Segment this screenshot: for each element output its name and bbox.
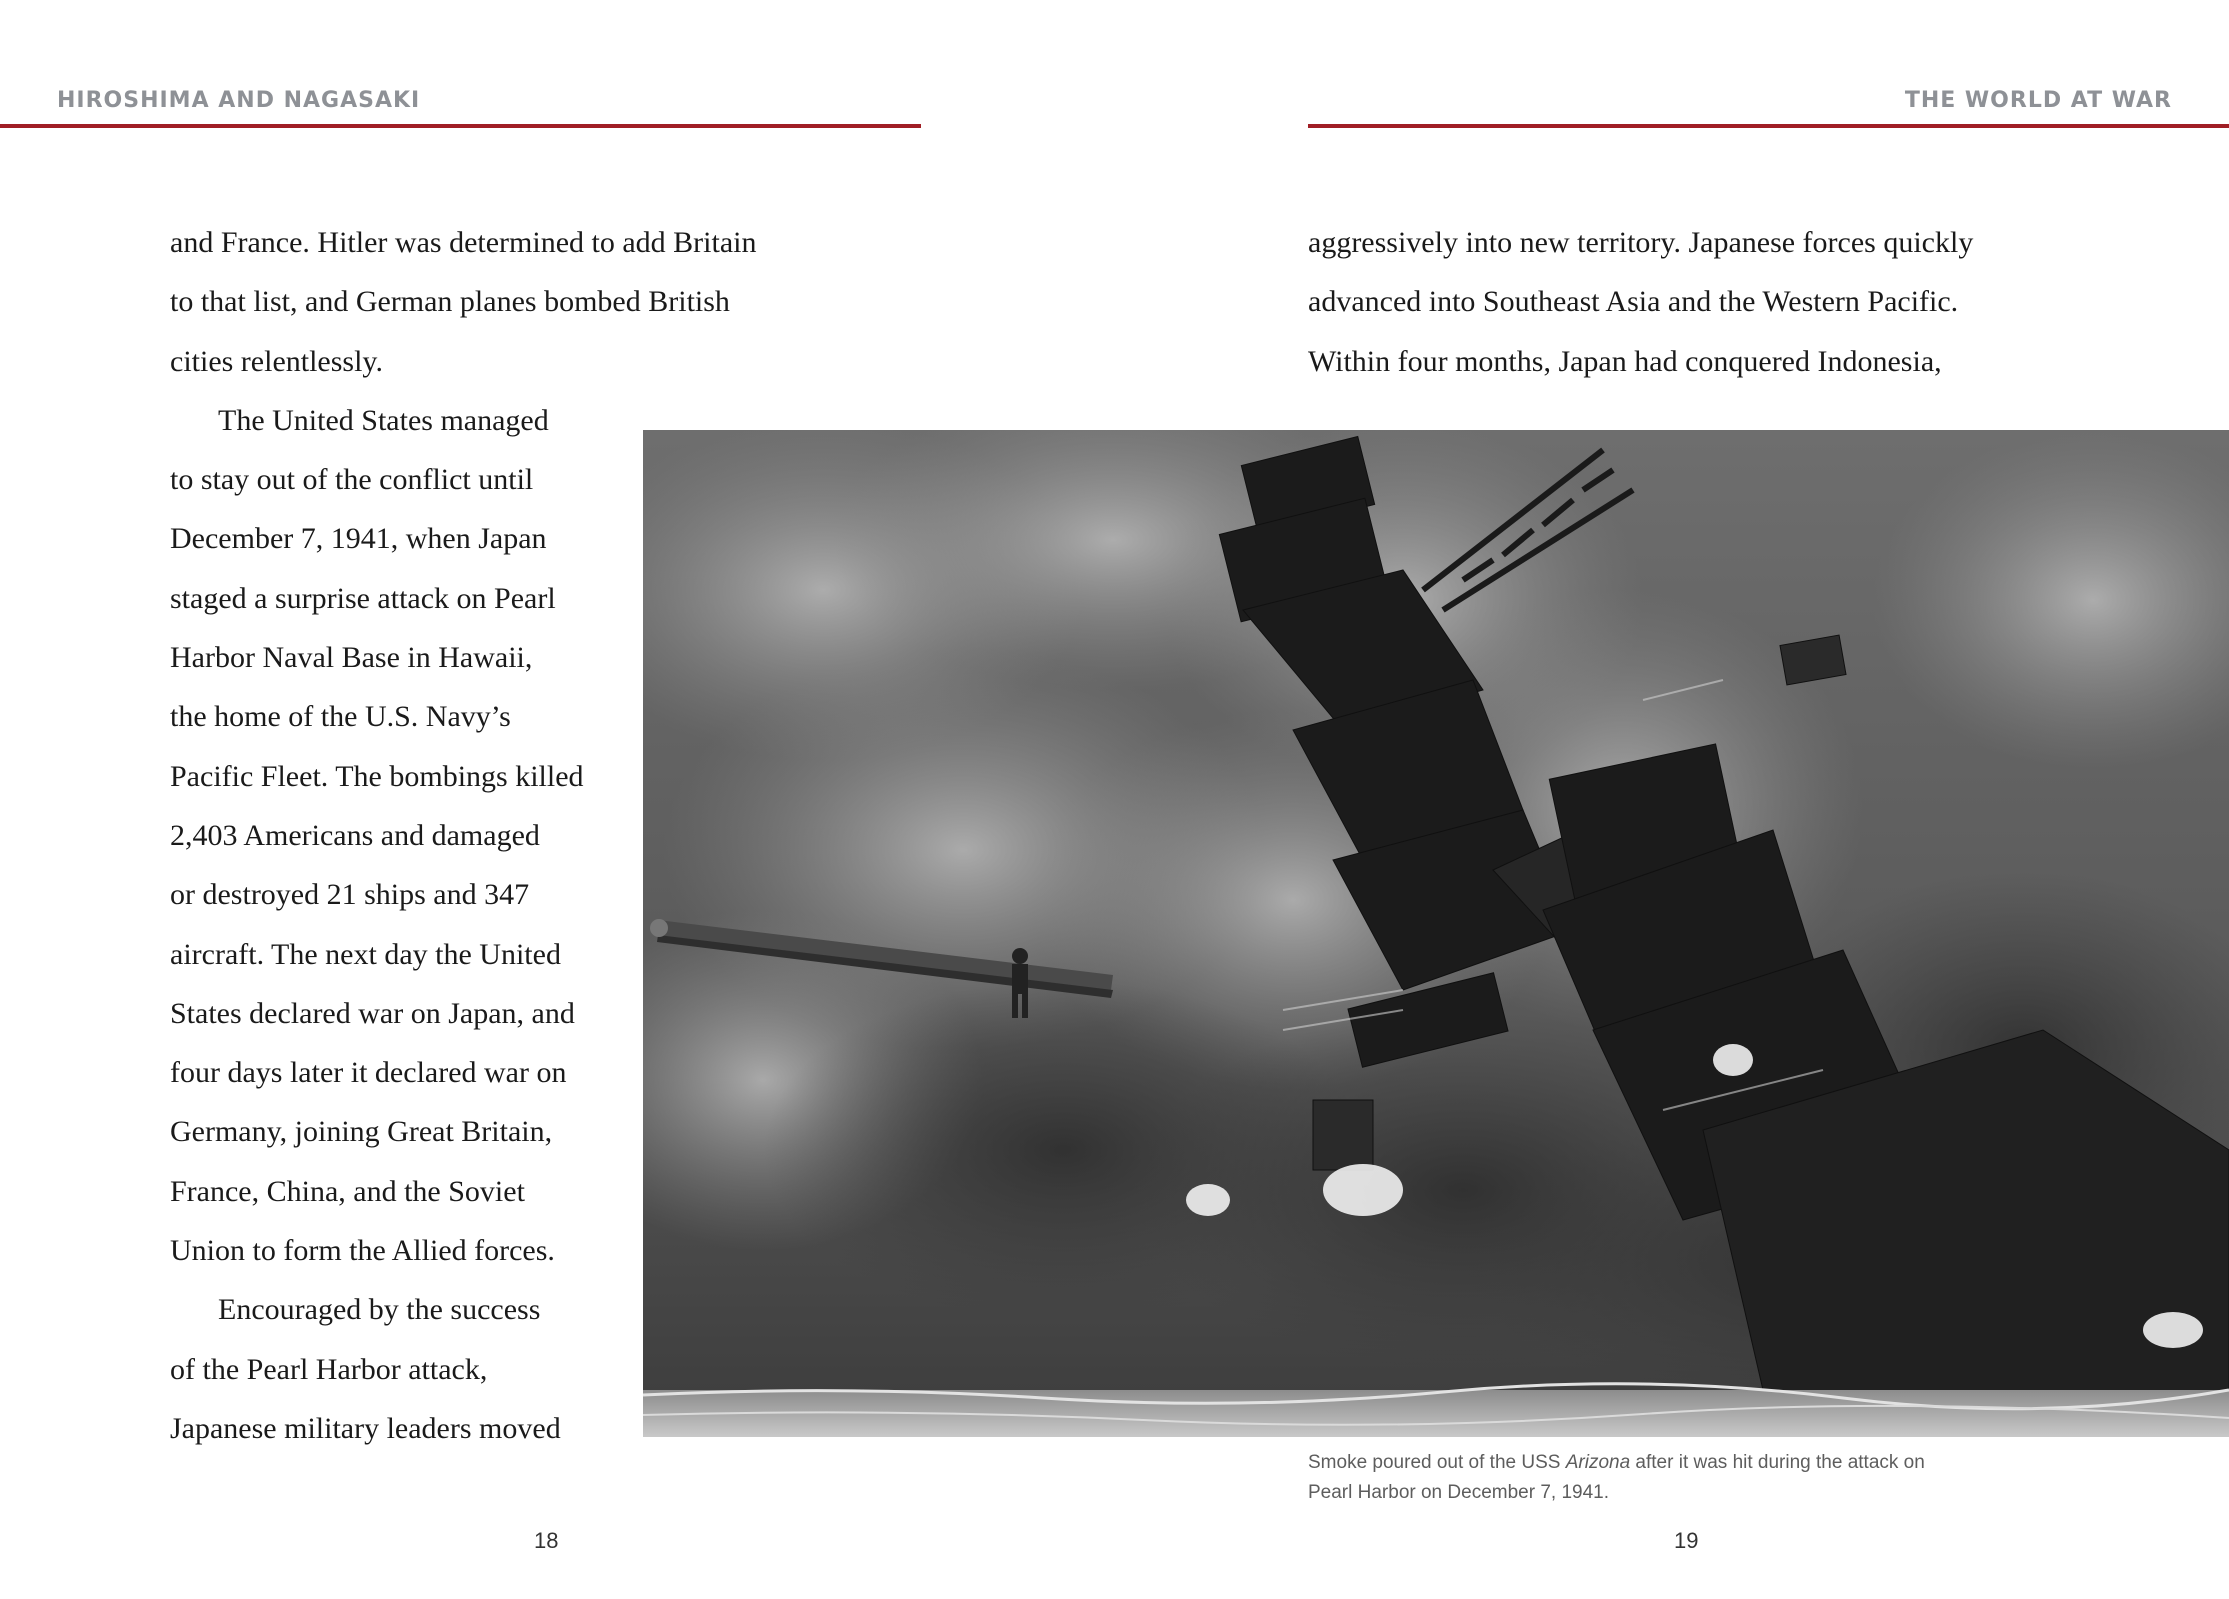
page-number-left: 18 xyxy=(534,1528,559,1553)
body-line: Encouraged by the success xyxy=(218,1293,541,1327)
right-page-body xyxy=(1308,213,1973,391)
body-line: aggressively into new territory. Japanese forces quickly xyxy=(1308,226,1974,259)
running-head-left: HIROSHIMA AND NAGASAKI xyxy=(57,88,421,113)
caption-text: Smoke poured out of the USS xyxy=(1308,1452,1566,1473)
header-rule-right xyxy=(1308,124,2229,128)
running-head-right: THE WORLD AT WAR xyxy=(1904,88,2172,113)
body-line: 2,403 Americans and damaged xyxy=(170,818,540,852)
body-line: France, China, and the Soviet xyxy=(170,1174,525,1208)
body-line: Union to form the Allied forces. xyxy=(170,1234,555,1268)
body-line: The United States managed xyxy=(218,403,549,437)
body-line: Harbor Naval Base in Hawaii, xyxy=(170,641,533,675)
body-line: advanced into Southeast Asia and the Western Pacific. xyxy=(1308,285,1959,319)
body-line: Within four months, Japan had conquered Indonesia, xyxy=(1308,344,1942,378)
body-line: to that list, and German planes bombed British xyxy=(170,285,730,319)
body-line: Germany, joining Great Britain, xyxy=(170,1115,553,1149)
body-line: or destroyed 21 ships and 347 xyxy=(170,878,530,912)
body-line: and France. Hitler was determined to add Britain xyxy=(170,226,757,259)
body-line: four days later it declared war on xyxy=(170,1056,567,1090)
body-line: Pacific Fleet. The bombings killed xyxy=(170,759,584,793)
page-number-right: 19 xyxy=(1674,1528,1699,1553)
body-line: to stay out of the conflict until xyxy=(170,463,534,497)
photo-caption xyxy=(1308,1448,2028,1508)
body-line: States declared war on Japan, and xyxy=(170,996,575,1030)
body-line: aircraft. The next day the United xyxy=(170,937,561,971)
pearl-harbor-photo xyxy=(643,430,2229,1437)
caption-ship-name: Arizona xyxy=(1565,1452,1631,1473)
caption-text: Pearl Harbor on December 7, 1941. xyxy=(1308,1482,1609,1503)
body-line: cities relentlessly. xyxy=(170,344,383,378)
water-surface xyxy=(643,1384,2229,1437)
body-line: staged a surprise attack on Pearl xyxy=(170,581,556,615)
body-line: the home of the U.S. Navy’s xyxy=(170,700,511,734)
body-line: Japanese military leaders moved xyxy=(170,1411,561,1445)
body-line: of the Pearl Harbor attack, xyxy=(170,1352,488,1386)
caption-text: after it was hit during the attack on xyxy=(1630,1452,1925,1473)
header-rule-left xyxy=(0,124,921,128)
body-line: December 7, 1941, when Japan xyxy=(170,522,547,556)
